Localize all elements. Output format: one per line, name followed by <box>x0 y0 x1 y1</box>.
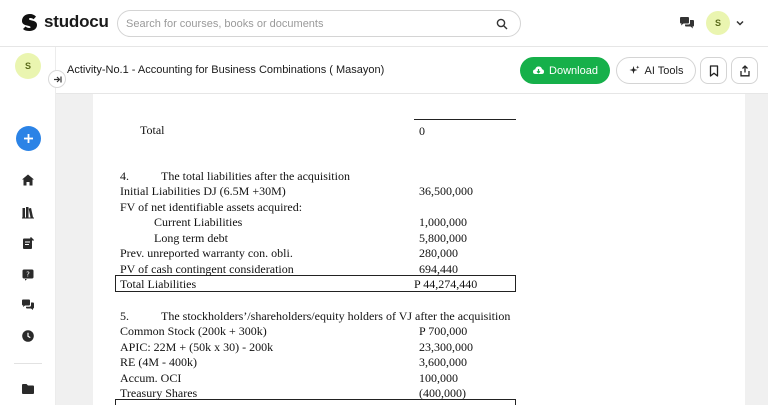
download-label: Download <box>549 64 598 77</box>
home-icon[interactable] <box>21 173 35 187</box>
total-liabilities-value: P 44,274,440 <box>414 277 478 291</box>
total-label: Total <box>140 123 165 137</box>
sparkle-icon <box>629 65 640 76</box>
row-value: 3,600,000 <box>419 355 467 369</box>
document-page <box>93 94 745 405</box>
top-bar <box>0 0 768 47</box>
row-label: Treasury Shares <box>120 386 198 400</box>
total-liabilities-label: Total Liabilities <box>120 277 197 291</box>
create-button[interactable] <box>16 126 41 151</box>
section-5-number: 5. <box>120 309 129 323</box>
row-value: 5,800,000 <box>419 231 467 245</box>
share-button[interactable] <box>731 57 758 84</box>
section-5-heading: The stockholders’/shareholders/equity holders of VJ after the acquisition <box>161 309 511 323</box>
studocu-logo[interactable] <box>20 12 109 32</box>
notes-icon[interactable] <box>21 236 35 250</box>
sidebar-avatar[interactable]: S <box>15 53 41 79</box>
ai-tools-label: AI Tools <box>644 64 684 77</box>
recent-clock-icon[interactable] <box>21 329 35 343</box>
expand-arrow-icon <box>53 75 62 84</box>
save-button[interactable] <box>700 57 727 84</box>
logo-text: studocu <box>44 12 109 31</box>
section-4-number: 4. <box>120 169 129 183</box>
row-label: Initial Liabilities DJ (6.5M +30M) <box>120 184 286 198</box>
row-value: 36,500,000 <box>419 184 473 198</box>
row-label: PV of cash contingent consideration <box>120 262 294 276</box>
chat-icon[interactable] <box>679 16 695 30</box>
user-avatar[interactable]: S <box>706 11 730 35</box>
row-label: FV of net identifiable assets acquired: <box>120 200 303 214</box>
document-title: Activity-No.1 - Accounting for Business Combinations ( Masayon) <box>67 64 385 76</box>
folder-icon[interactable] <box>21 382 35 396</box>
total-equity-box <box>115 399 516 405</box>
share-icon <box>739 65 751 77</box>
underline <box>414 119 516 120</box>
row-value: 694,440 <box>419 262 458 276</box>
document-viewer[interactable] <box>56 94 768 405</box>
search-icon[interactable] <box>496 18 508 30</box>
row-label: RE (4M - 400k) <box>120 355 197 369</box>
sidebar <box>0 47 56 405</box>
quiz-icon[interactable] <box>21 267 35 281</box>
download-button[interactable] <box>520 57 610 84</box>
plus-icon <box>23 133 34 144</box>
section-4-heading: The total liabilities after the acquisition <box>161 169 350 183</box>
ai-tools-button[interactable] <box>616 57 696 84</box>
chat-icon[interactable] <box>21 298 35 312</box>
row-value: 280,000 <box>419 246 458 260</box>
chevron-down-icon[interactable] <box>735 18 745 28</box>
row-value: (400,000) <box>419 386 466 400</box>
library-icon[interactable] <box>21 205 35 219</box>
row-label: Prev. unreported warranty con. obli. <box>120 246 293 260</box>
row-label: Current Liabilities <box>154 215 243 229</box>
row-label: APIC: 22M + (50k x 30) - 200k <box>120 340 274 354</box>
row-label: Accum. OCI <box>120 371 182 385</box>
row-label: Common Stock (200k + 300k) <box>120 324 267 338</box>
cloud-download-icon <box>532 65 545 76</box>
document-header <box>56 47 768 94</box>
row-value: 100,000 <box>419 371 458 385</box>
total-value: 0 <box>419 124 425 138</box>
sidebar-divider <box>14 363 42 364</box>
row-value: P 700,000 <box>419 324 468 338</box>
row-label: Long term debt <box>154 231 228 245</box>
svg-text:?: ? <box>26 270 30 279</box>
row-value: 23,300,000 <box>419 340 473 354</box>
search-bar[interactable] <box>117 10 521 37</box>
studocu-logo-icon <box>20 12 40 32</box>
row-value: 1,000,000 <box>419 215 467 229</box>
bookmark-icon <box>709 65 719 77</box>
search-input[interactable] <box>126 16 486 32</box>
collapse-sidebar-button[interactable] <box>48 70 66 88</box>
